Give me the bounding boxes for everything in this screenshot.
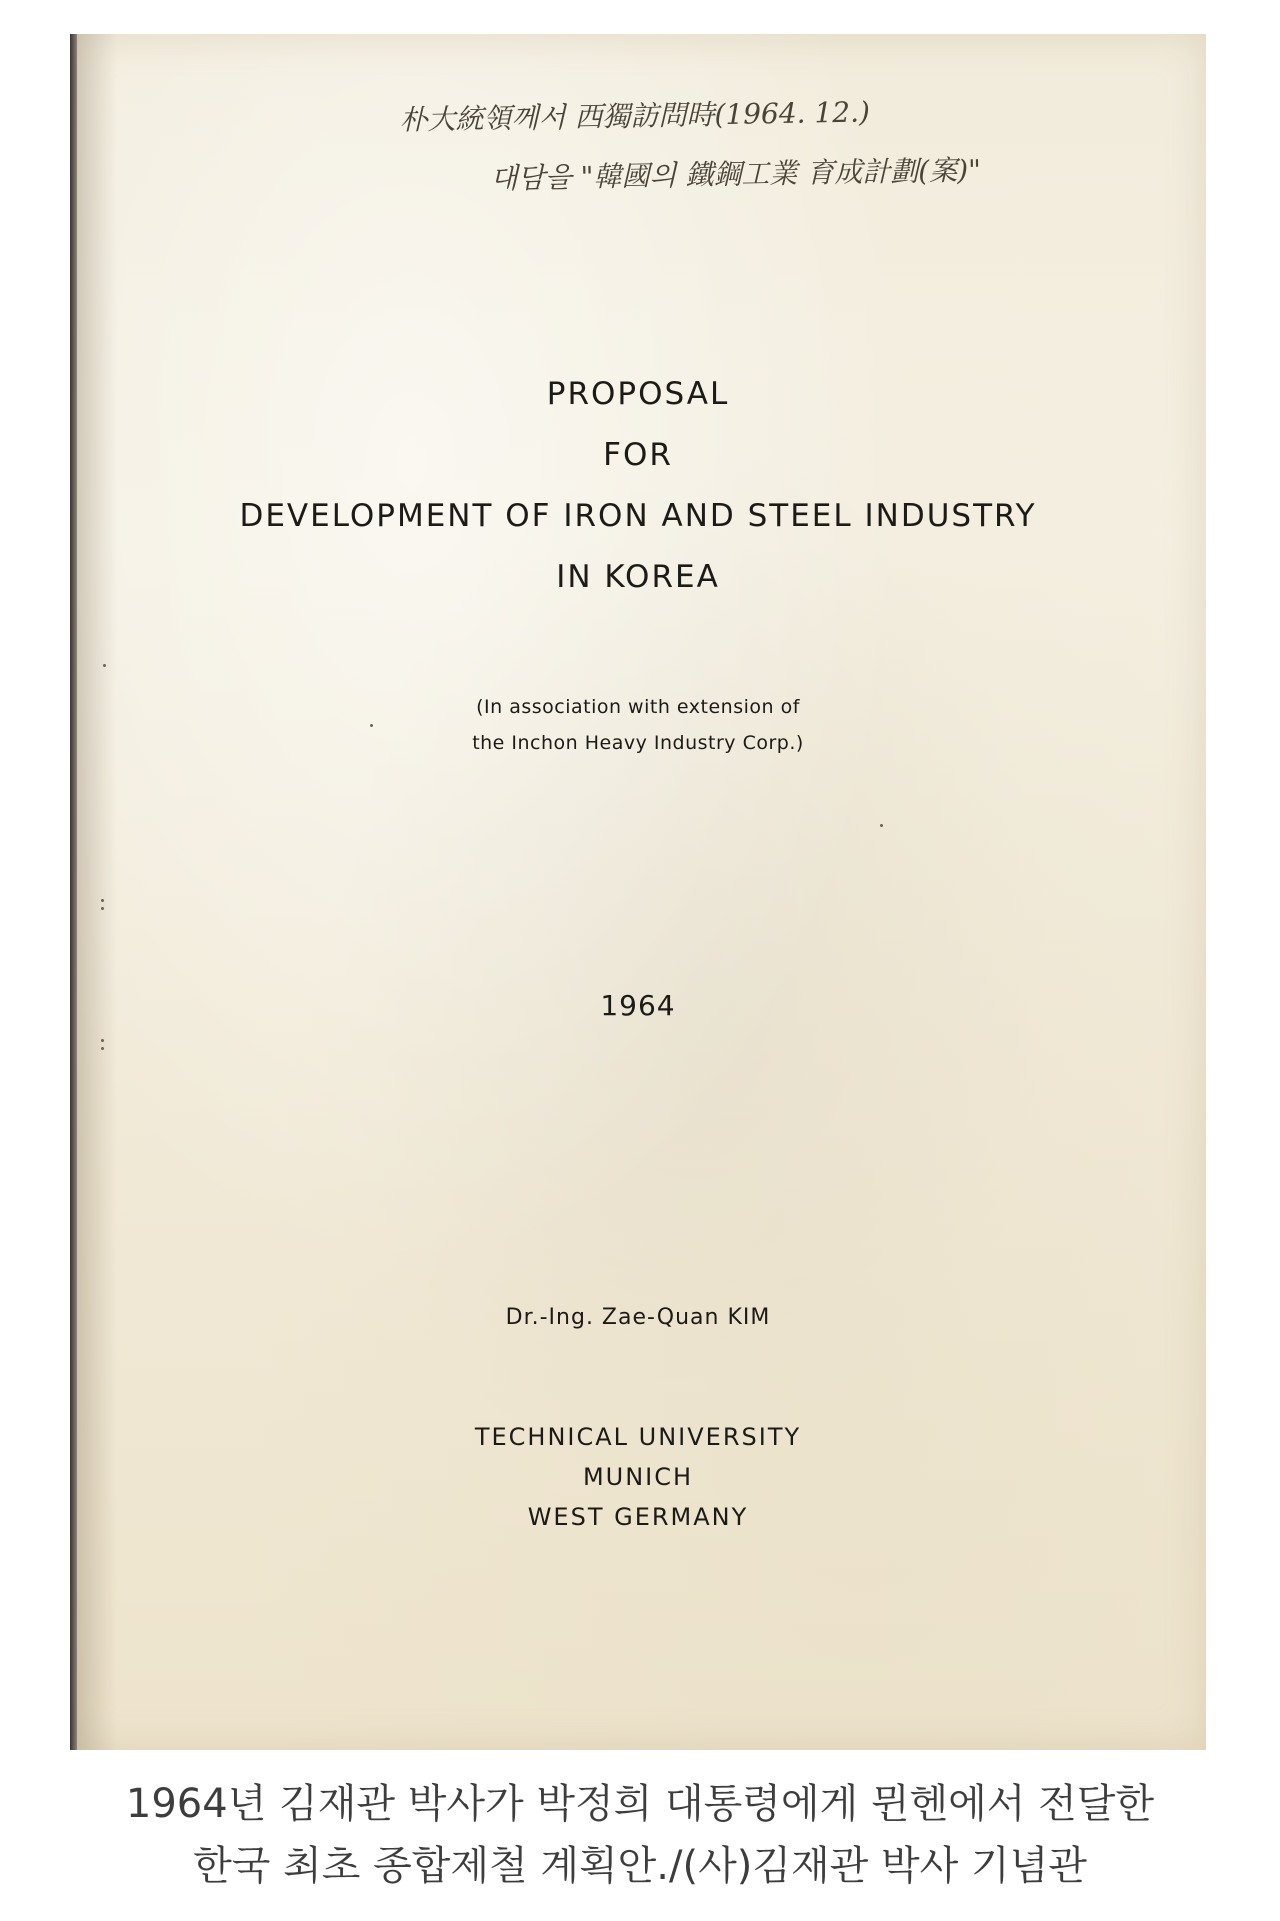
document-photo	[70, 34, 1206, 1750]
title-line: IN KOREA	[556, 559, 720, 595]
document-title	[70, 364, 1206, 608]
institution-line: TECHNICAL UNIVERSITY	[474, 1423, 802, 1451]
document-year: 1964	[600, 989, 676, 1022]
paper-speck	[370, 724, 373, 727]
handwritten-note	[399, 77, 1161, 210]
caption-line-2: 한국 최초 종합제철 계획안./(사)김재관 박사 기념관	[193, 1843, 1087, 1889]
handwritten-note-line-1: 朴大統領께서 西獨訪問時(1964. 12.)	[399, 95, 871, 137]
handwritten-note-line-2: 대담을 "韓國의 鐵鋼工業 育成計劃(案)"	[490, 153, 982, 196]
document-author: Dr.-Ing. Zae-Quan KIM	[505, 1305, 771, 1330]
institution-line: MUNICH	[582, 1463, 694, 1491]
title-line: PROPOSAL	[546, 376, 730, 412]
caption-line-1: 1964년 김재관 박사가 박정희 대통령에게 뮌헨에서 전달한	[125, 1781, 1155, 1827]
paper-speck	[101, 899, 104, 902]
paper-speck	[101, 907, 104, 910]
paper-speck	[103, 664, 106, 667]
paper-speck	[880, 824, 883, 827]
paper-speck	[101, 1047, 104, 1050]
association-line: the Inchon Heavy Industry Corp.)	[472, 732, 804, 754]
association-line: (In association with extension of	[476, 696, 800, 718]
institution-line: WEST GERMANY	[527, 1503, 749, 1531]
association-note	[70, 689, 1206, 761]
title-line: FOR	[603, 437, 673, 473]
title-line: DEVELOPMENT OF IRON AND STEEL INDUSTRY	[239, 498, 1037, 534]
photo-caption	[0, 1773, 1280, 1897]
document-institution	[70, 1417, 1206, 1537]
paper-speck	[101, 1039, 104, 1042]
